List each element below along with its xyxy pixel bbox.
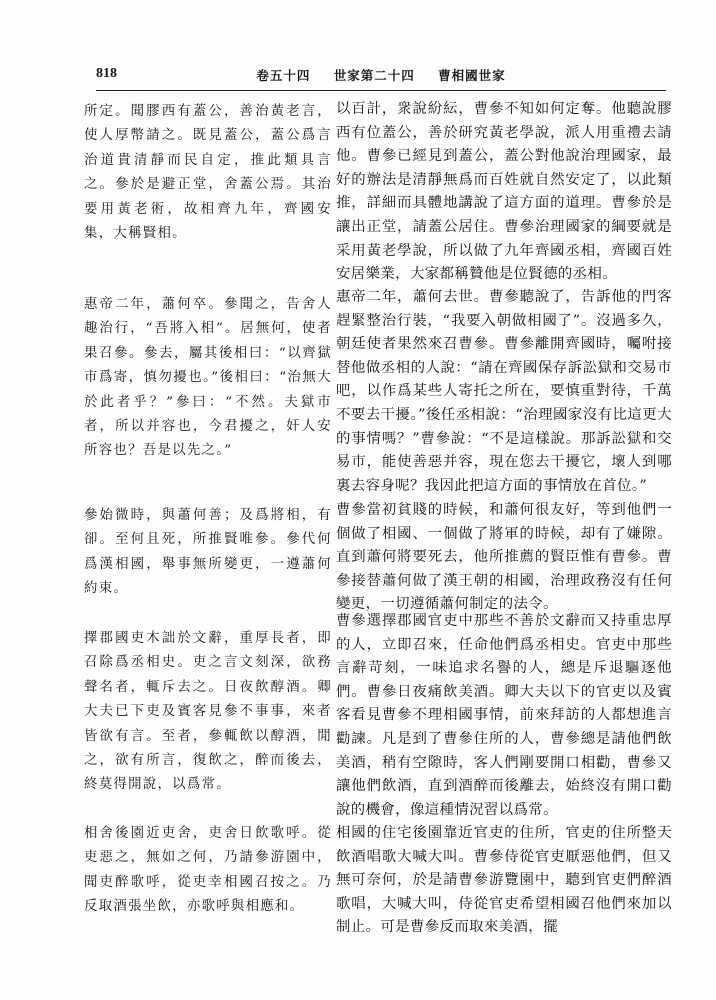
- original-paragraph: 相舍後園近吏舍，吏舍日飲歌呼。從吏惡之，無如之何，乃請參游園中，聞吏醉歌呼，從吏幸相國召按之。乃反取酒張坐飲，亦歌呼與相應和。: [84, 826, 332, 915]
- translation-paragraph: 以百計，衆說紛紜，曹參不知如何定奪。他聽說膠西有位蓋公，善於研究黃老學說，派人用重禮去請他。曹參已經見到蓋公，蓋公對他說治理國家，最好的辦法是清靜無爲而百姓就自然安定了，以此類推，詳細而具體地講說了這方面的道理。曹參於是讓出正堂，請蓋公居住。曹參治理國家的綱要就是采用黃老學說，所以做了九年齊國丞相，齊國百姓安居樂業，大家都稱贊他是位賢德的丞相。: [336, 101, 672, 283]
- original-paragraph: 參始微時，與蕭何善；及爲將相，有卻。至何且死，所推賢唯參。參代何爲漢相國，舉事無所變更，一遵蕭何約束。: [84, 508, 332, 597]
- page-header: [96, 64, 666, 91]
- translation-paragraph: 曹參選擇郡國官吏中那些不善於文辭而又持重忠厚的人，立即召來，任命他們爲丞相史。官吏中那些言辭苛刻，一味追求名譽的人，總是斥退驅逐他們。曹參日夜痛飲美酒。卿大夫以下的官吏以及賓客看見曹參不理相國事情，前來拜訪的人都想進言勸諫。凡是到了曹參住所的人，曹參總是請他們飲美酒，稍有空隙時，客人們剛要開口相勸，曹參又讓他們飲酒，直到酒醉而後離去，始終沒有開口勸說的機會，像這種情況習以爲常。: [336, 613, 672, 818]
- translation-paragraph: 曹參當初貧賤的時候，和蕭何很友好，等到他們一個做了相國、一個做了將軍的時候，却有了嫌隙。直到蕭何將要死去，他所推薦的賢臣惟有曹參。曹參接替蕭何做了漢王朝的相國，治理政務沒有任何變更，一切遵循蕭何制定的法令。: [336, 502, 672, 613]
- running-head-volume: 卷五十四: [256, 68, 311, 83]
- translation-paragraph: 惠帝二年，蕭何去世。曹參聽說了，告訴他的門客趕緊整治行裝，“我要入朝做相國了”。沒過多久，朝廷使者果然來召曹參。曹參離開齊國時，囑咐接替他做丞相的人說：“請在齊國保存訴訟獄和交易市吧，以作爲某些人寄托之所在，要慎重對待，千萬不要去干擾。”後任丞相說：“治理國家沒有比這更大的事情嗎？”曹參說：“不是這樣說。那訴訟獄和交易市，能使善惡并容，現在您去干擾它，壞人到哪裏去容身呢？我因此把這方面的事情放在首位。”: [336, 289, 672, 494]
- original-paragraph: 所定。聞膠西有蓋公，善治黃老言，使人厚幣請之。既見蓋公，蓋公爲言治道貴清靜而民自定，推此類具言之。參於是避正堂，舍蓋公焉。其治要用黃老術，故相齊九年，齊國安集，大稱賢相。: [84, 104, 332, 242]
- running-head-chapter: 曹相國世家: [438, 68, 506, 83]
- running-head: [96, 66, 666, 84]
- page-number: 818: [96, 66, 117, 81]
- running-head-section: 世家第二十四: [333, 68, 415, 83]
- original-paragraph: 惠帝二年，蕭何卒。參聞之，告舍人趣治行，“吾將入相”。居無何，使者果召參。參去，屬其後相曰：“以齊獄市爲寄，慎勿擾也。”後相曰：“治無大於此者乎？”參曰：“不然。夫獄市者，所以并容也，今君擾之，奸人安所容也？吾是以先之。”: [84, 297, 332, 459]
- translation-paragraph: 相國的住宅後園靠近官吏的住所，官吏的住所整天飲酒唱歌大喊大叫。曹參侍從官吏厭惡他們，但又無可奈何，於是請曹參游覽園中，聽到官吏們醉酒歌唱，大喊大叫，侍從官吏希望相國召他們來加以制止。可是曹參反而取來美酒，擺: [336, 825, 672, 936]
- original-paragraph: 擇郡國吏木詘於文辭，重厚長者，即召除爲丞相史。吏之言文刻深，欲務聲名者，輒斥去之。日夜飲醇酒。卿大夫已下吏及賓客見參不事事，來者皆欲有言。至者，參輒飲以醇酒，閒之，欲有所言，復飲之，醉而後去，終莫得開說，以爲常。: [84, 631, 332, 793]
